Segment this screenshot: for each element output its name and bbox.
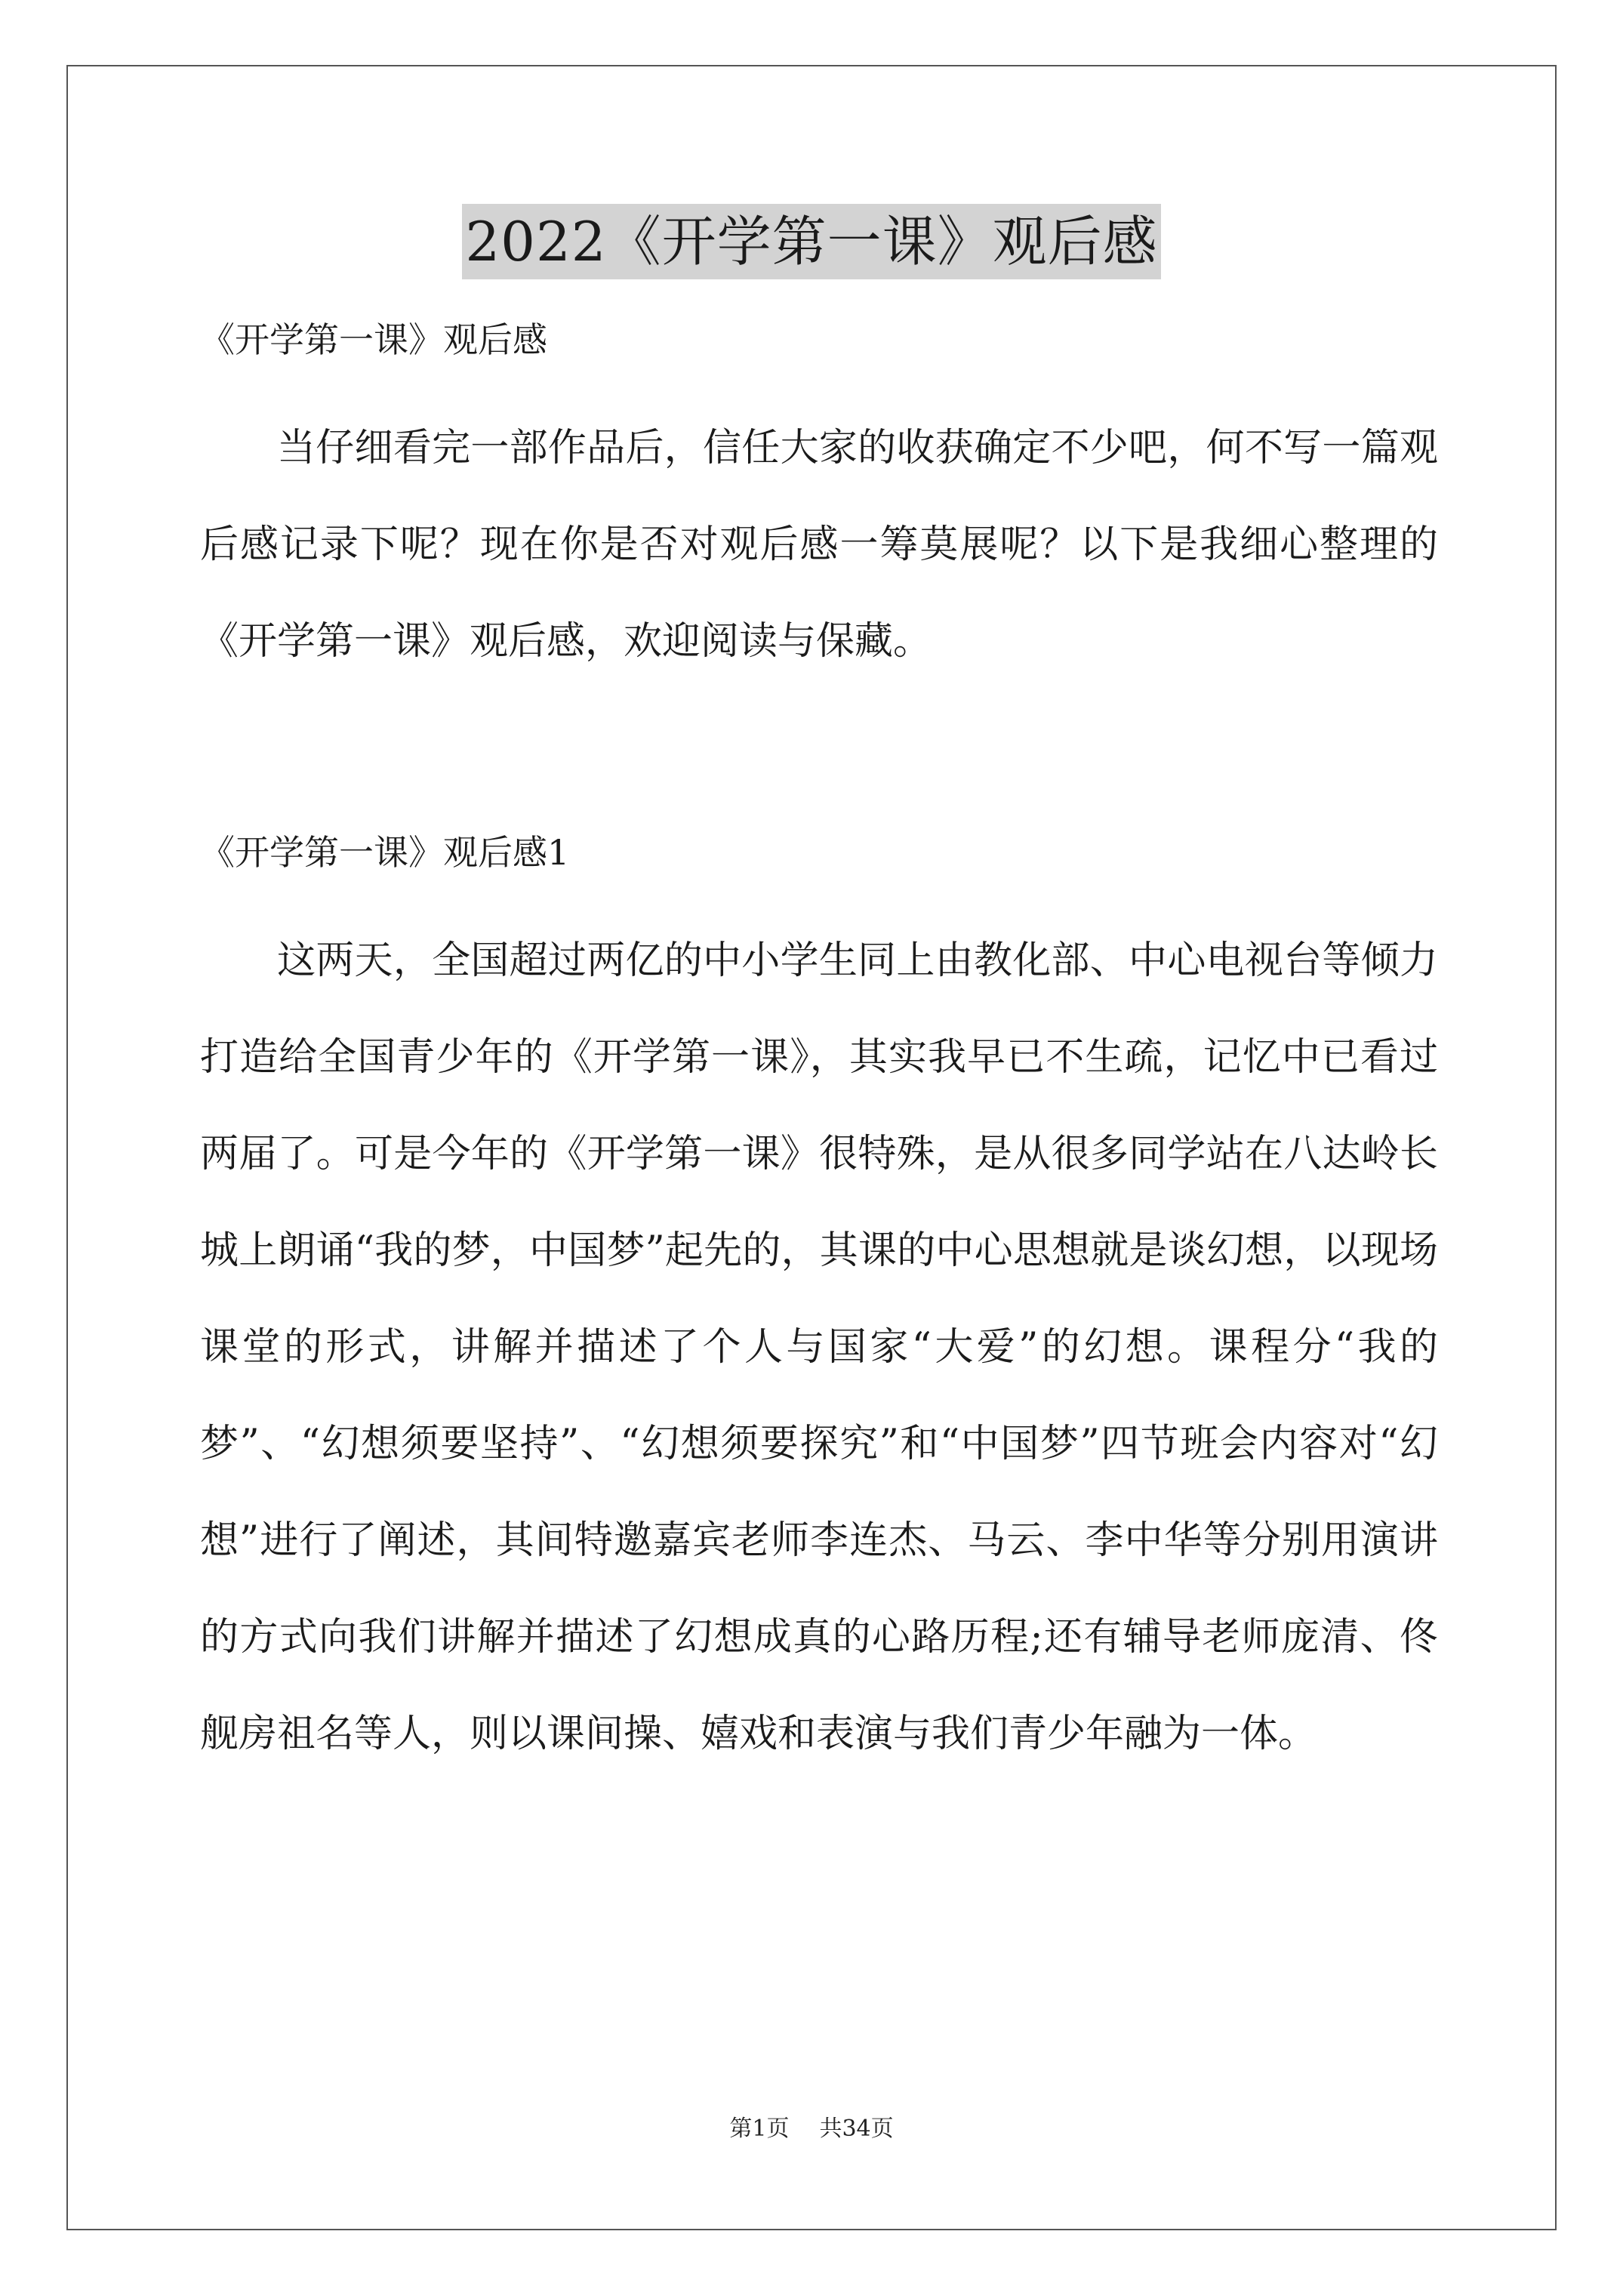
section-paragraph: 这两天，全国超过两亿的中小学生同上由教化部、中心电视台等倾力打造给全国青少年的《开学第一课》，其实我早已不生疏，记忆中已看过两届了。可是今年的《开学第一课》很特殊，是从很多同学站在八达岭长城上朗诵“我的梦，中国梦”起先的，其课的中心思想就是谈幻想，以现场课堂的形式，讲解并描述了个人与国家“大爱”的幻想。课程分“我的梦”、“幻想须要坚持”、“幻想须要探究”和“中国梦”四节班会内容对“幻想”进行了阐述，其间特邀嘉宾老师李连杰、马云、李中华等分别用演讲的方式向我们讲解并描述了幻想成真的心路历程;还有辅导老师庞清、佟舰房祖名等人，则以课间操、嬉戏和表演与我们青少年融为一体。 — [200, 938, 1438, 1756]
title-wrap — [0, 204, 1623, 279]
page-footer — [0, 2114, 1623, 2144]
section-paragraph: 当仔细看完一部作品后，信任大家的收获确定不少吧，何不写一篇观后感记录下呢？现在你是否对观后感一筹莫展呢？以下是我细心整理的《开学第一课》观后感，欢迎阅读与保藏。 — [200, 426, 1438, 664]
section-heading: 《开学第一课》观后感 — [200, 319, 547, 360]
page-total: 共34页 — [819, 2116, 894, 2142]
page-number: 第1页 — [729, 2116, 790, 2142]
document-body — [200, 310, 1438, 1783]
section-heading: 《开学第一课》观后感1 — [200, 832, 570, 873]
document-title: 2022《开学第一课》观后感 — [462, 204, 1160, 279]
